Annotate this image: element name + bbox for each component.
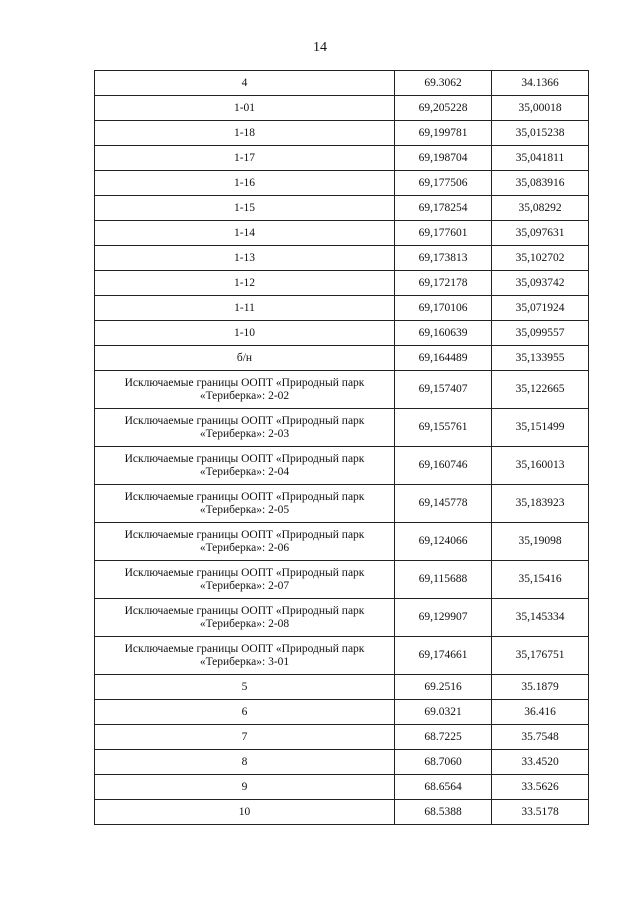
- longitude-cell: 36.416: [492, 700, 589, 725]
- table-row: [95, 171, 589, 196]
- longitude-cell: 35,102702: [492, 246, 589, 271]
- latitude-cell: 69.3062: [395, 71, 492, 96]
- table-row: [95, 523, 589, 561]
- table-row: [95, 71, 589, 96]
- point-name-cell: 1-01: [95, 96, 395, 121]
- table-row: [95, 196, 589, 221]
- longitude-cell: 35,19098: [492, 523, 589, 561]
- latitude-cell: 69,198704: [395, 146, 492, 171]
- table-row: [95, 725, 589, 750]
- latitude-cell: 69,170106: [395, 296, 492, 321]
- latitude-cell: 69,173813: [395, 246, 492, 271]
- latitude-cell: 68.6564: [395, 775, 492, 800]
- longitude-cell: 35,133955: [492, 346, 589, 371]
- table-row: [95, 146, 589, 171]
- page-number: 14: [313, 40, 327, 55]
- table-row: [95, 246, 589, 271]
- latitude-cell: 69,174661: [395, 637, 492, 675]
- point-name-cell: 4: [95, 71, 395, 96]
- point-name-cell: Исключаемые границы ООПТ «Природный парк «Териберка»: 2-05: [95, 485, 395, 523]
- longitude-cell: 34.1366: [492, 71, 589, 96]
- latitude-cell: 69,160639: [395, 321, 492, 346]
- longitude-cell: 35,071924: [492, 296, 589, 321]
- point-name-cell: 9: [95, 775, 395, 800]
- latitude-cell: 69,177601: [395, 221, 492, 246]
- longitude-cell: 33.5626: [492, 775, 589, 800]
- point-name-cell: 7: [95, 725, 395, 750]
- latitude-cell: 68.7060: [395, 750, 492, 775]
- point-name-cell: Исключаемые границы ООПТ «Природный парк «Териберка»: 3-01: [95, 637, 395, 675]
- point-name-cell: 1-13: [95, 246, 395, 271]
- longitude-cell: 33.5178: [492, 800, 589, 825]
- latitude-cell: 69,172178: [395, 271, 492, 296]
- table-row: [95, 700, 589, 725]
- point-name-cell: Исключаемые границы ООПТ «Природный парк «Териберка»: 2-08: [95, 599, 395, 637]
- longitude-cell: 35,15416: [492, 561, 589, 599]
- longitude-cell: 35,083916: [492, 171, 589, 196]
- longitude-cell: 35,041811: [492, 146, 589, 171]
- longitude-cell: 35,099557: [492, 321, 589, 346]
- longitude-cell: 35,122665: [492, 371, 589, 409]
- longitude-cell: 33.4520: [492, 750, 589, 775]
- latitude-cell: 69.0321: [395, 700, 492, 725]
- latitude-cell: 69,157407: [395, 371, 492, 409]
- longitude-cell: 35,145334: [492, 599, 589, 637]
- latitude-cell: 69,145778: [395, 485, 492, 523]
- point-name-cell: Исключаемые границы ООПТ «Природный парк «Териберка»: 2-03: [95, 409, 395, 447]
- latitude-cell: 69,155761: [395, 409, 492, 447]
- point-name-cell: 1-16: [95, 171, 395, 196]
- longitude-cell: 35,160013: [492, 447, 589, 485]
- latitude-cell: 68.5388: [395, 800, 492, 825]
- point-name-cell: 1-17: [95, 146, 395, 171]
- table-row: [95, 599, 589, 637]
- table-row: [95, 121, 589, 146]
- table-row: [95, 775, 589, 800]
- longitude-cell: 35,093742: [492, 271, 589, 296]
- point-name-cell: 8: [95, 750, 395, 775]
- table-row: [95, 750, 589, 775]
- longitude-cell: 35,176751: [492, 637, 589, 675]
- latitude-cell: 69,124066: [395, 523, 492, 561]
- latitude-cell: 69,178254: [395, 196, 492, 221]
- point-name-cell: 1-15: [95, 196, 395, 221]
- latitude-cell: 69,115688: [395, 561, 492, 599]
- table-row: [95, 346, 589, 371]
- coordinates-table: [94, 70, 589, 825]
- point-name-cell: 6: [95, 700, 395, 725]
- longitude-cell: 35.7548: [492, 725, 589, 750]
- point-name-cell: Исключаемые границы ООПТ «Природный парк «Териберка»: 2-07: [95, 561, 395, 599]
- table-row: [95, 271, 589, 296]
- table-row: [95, 637, 589, 675]
- table-row: [95, 296, 589, 321]
- point-name-cell: 5: [95, 675, 395, 700]
- latitude-cell: 69,129907: [395, 599, 492, 637]
- table-row: [95, 96, 589, 121]
- longitude-cell: 35,00018: [492, 96, 589, 121]
- longitude-cell: 35,151499: [492, 409, 589, 447]
- point-name-cell: 1-12: [95, 271, 395, 296]
- point-name-cell: 1-18: [95, 121, 395, 146]
- table-row: [95, 447, 589, 485]
- latitude-cell: 69.2516: [395, 675, 492, 700]
- longitude-cell: 35,015238: [492, 121, 589, 146]
- latitude-cell: 69,205228: [395, 96, 492, 121]
- point-name-cell: 1-14: [95, 221, 395, 246]
- longitude-cell: 35,183923: [492, 485, 589, 523]
- latitude-cell: 69,199781: [395, 121, 492, 146]
- latitude-cell: 69,177506: [395, 171, 492, 196]
- latitude-cell: 69,164489: [395, 346, 492, 371]
- table-row: [95, 485, 589, 523]
- point-name-cell: б/н: [95, 346, 395, 371]
- latitude-cell: 68.7225: [395, 725, 492, 750]
- longitude-cell: 35,097631: [492, 221, 589, 246]
- point-name-cell: Исключаемые границы ООПТ «Природный парк «Териберка»: 2-04: [95, 447, 395, 485]
- table-row: [95, 409, 589, 447]
- longitude-cell: 35.1879: [492, 675, 589, 700]
- point-name-cell: 10: [95, 800, 395, 825]
- table-row: [95, 675, 589, 700]
- table-row: [95, 321, 589, 346]
- table-row: [95, 371, 589, 409]
- table-row: [95, 221, 589, 246]
- point-name-cell: 1-10: [95, 321, 395, 346]
- point-name-cell: Исключаемые границы ООПТ «Природный парк «Териберка»: 2-02: [95, 371, 395, 409]
- table-row: [95, 561, 589, 599]
- point-name-cell: 1-11: [95, 296, 395, 321]
- longitude-cell: 35,08292: [492, 196, 589, 221]
- point-name-cell: Исключаемые границы ООПТ «Природный парк «Териберка»: 2-06: [95, 523, 395, 561]
- table-row: [95, 800, 589, 825]
- latitude-cell: 69,160746: [395, 447, 492, 485]
